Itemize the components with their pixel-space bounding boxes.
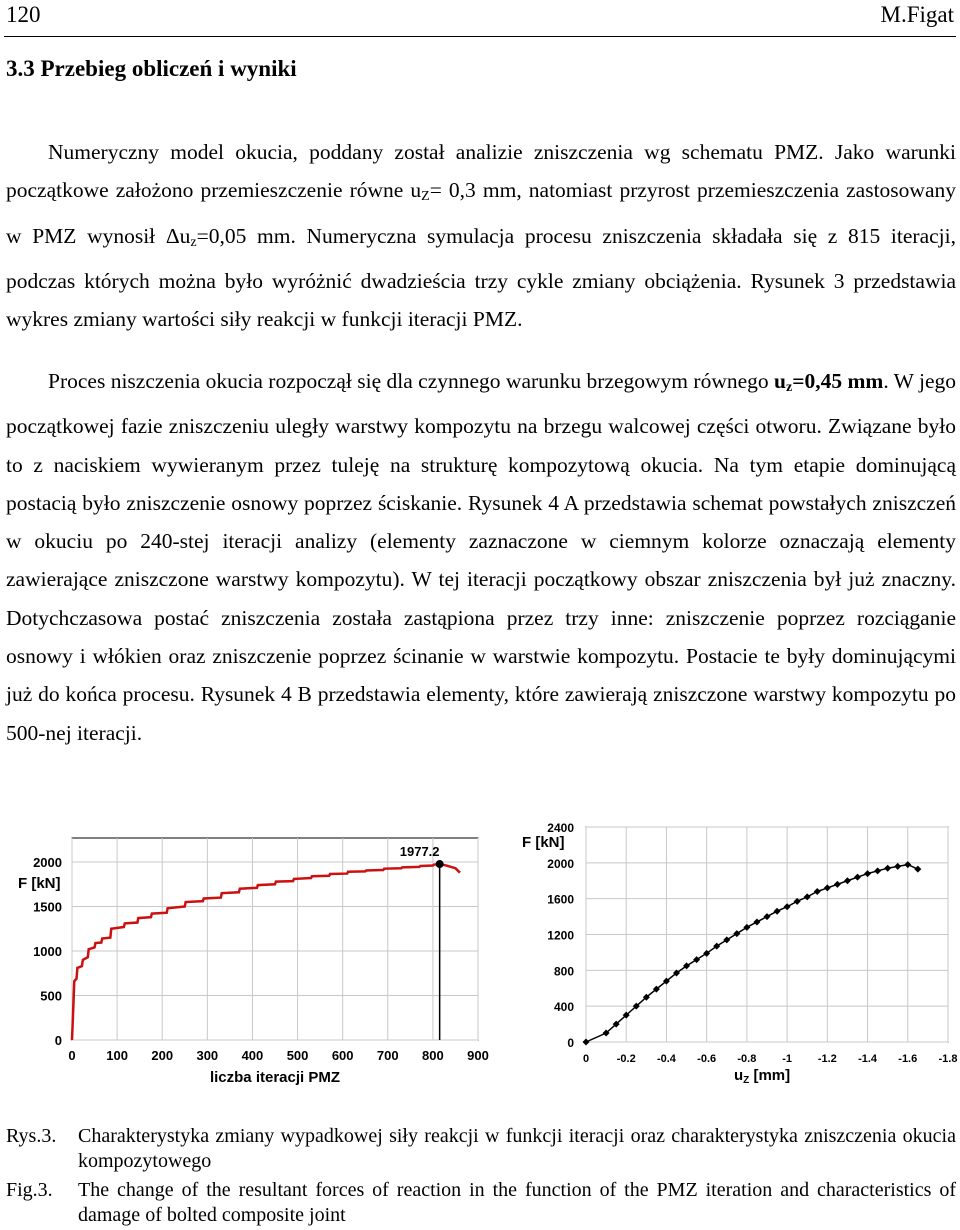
plot-frame [72,838,478,1040]
y-tick-label: 2000 [33,855,62,870]
y-tick-label: 2000 [547,856,574,871]
paragraph-1 [6,133,956,338]
caption-text: The change of the resultant forces of reaction in the function of the PMZ iteration and characteristics of damage of bolted composite joint [78,1179,956,1226]
y-tick-label: 0 [54,1033,62,1048]
paragraph-2 [6,362,956,752]
x-tick-label: 0 [68,1048,76,1063]
x-tick-label: -0.6 [697,1053,717,1065]
caption-polish [6,1124,956,1174]
y-tick-label: 1500 [33,899,62,915]
y-tick-label: 1600 [547,892,574,907]
page-number: 120 [6,2,41,27]
y-tick-label: 800 [553,964,574,979]
subscript-z: Z [421,189,430,205]
x-tick-label: -1.2 [817,1053,837,1065]
x-tick-label: -1.8 [938,1053,958,1065]
y-tick-label: 2400 [547,821,574,835]
chart-force-vs-iterations [0,820,500,1095]
x-axis-label: $u_Z$ [mm] [734,1067,791,1086]
header-rule [4,36,956,37]
caption-text: Charakterystyka zmiany wypadkowej siły reakcji w funkcji iteracji oraz charakterystyka zniszczenia okucia kompozytowego [78,1125,956,1172]
y-axis-label: F [kN] [522,834,565,851]
x-tick-label: 200 [151,1048,174,1063]
x-tick-label: -1.4 [858,1053,878,1065]
x-tick-label: -1 [782,1053,793,1065]
x-tick-label: -0.8 [737,1053,757,1065]
x-tick-label: 100 [106,1048,128,1063]
x-tick-label: -1.6 [898,1053,918,1065]
y-axis-label: F [kN] [18,875,61,892]
x-tick-label: -0.4 [656,1053,676,1065]
x-tick-label: -0.2 [616,1053,636,1065]
running-header-author: M.Figat [880,2,954,27]
max-marker-point [436,860,444,868]
x-tick-label: 300 [196,1048,219,1063]
subscript-z: z [190,234,197,250]
max-annotation: 1977.2 [399,844,440,860]
caption-english [6,1178,956,1228]
caption-label: Rys.3. [6,1125,57,1147]
x-tick-label: 0 [582,1053,590,1065]
y-tick-label: 1200 [547,928,574,943]
paragraph-1-text-b: = 0,3 mm, natomiast przyrost przemieszczenia zastosowany w PMZ wynosił Δu [6,178,956,248]
x-axis-label: liczba iteracji PMZ [209,1069,341,1086]
paragraph-1-text-c: =0,05 mm. Numeryczna symulacja procesu zniszczenia składała się z 815 iteracji, podczas których można było wyróżnić dwadzieścia trzy cykle zmiany obciążenia. Rysunek 3 przedstawia wykres zmiany wartości siły reakcji w funkcji iteracji PMZ. [6,223,956,332]
x-tick-label: 600 [331,1048,354,1063]
paragraph-1-text-a: Numeryczny model okucia, poddany został analizie zniszczenia wg schematu PMZ. Jako warunki początkowe założono przemieszczenie równe u [6,140,956,203]
y-tick-label: 400 [553,1000,574,1015]
x-tick-label: 900 [467,1048,489,1063]
x-tick-label: 500 [286,1048,309,1063]
y-tick-label: 1000 [33,944,62,959]
paragraph-2-text-b: . W jego początkowej fazie zniszczeniu uległy warstwy kompozytu na brzegu walcowej części otworu. Związane było to z naciskiem wywieranym przez tuleję na strukturę kompozytową okucia. Na tym etapie dominującą postacią było zniszczenie osnowy poprzez ściskanie. Rysunek 4 A przedstawia schemat powstałych zniszczeń w okuciu po 240-stej iteracji analizy (elementy zaznaczone w ciemnym kolorze oznaczają elementy zawierające zniszczone warstwy kompozytu). W tej iteracji początkowy obszar zniszczenia był już znaczny. Dotychczasowa postać zniszczenia została zastąpiona przez trzy inne: zniszczenie poprzez rozciąganie osnowy i włókien oraz zniszczenie poprzez ścinanie w warstwie kompozytu. Postacie te były dominującymi już do końca procesu. Rysunek 4 B przedstawia elementy, które zawierają zniszczone warstwy kompozytu po 500-nej iteracji. [6,369,956,745]
boundary-value: $u_z=0,45$ mm [774,369,884,395]
x-tick-label: 800 [422,1048,444,1063]
y-tick-label: 0 [567,1036,574,1050]
paragraph-2-text-a: Proces niszczenia okucia rozpoczął się dla czynnego warunku brzegowym równego [48,369,775,393]
y-tick-label: 500 [40,988,62,1004]
x-tick-label: 400 [241,1048,264,1063]
x-tick-label: 700 [376,1048,399,1063]
caption-label: Fig.3. [6,1179,53,1201]
section-title: 3.3 Przebieg obliczeń i wyniki [6,56,297,81]
chart-force-vs-displacement [500,815,960,1095]
